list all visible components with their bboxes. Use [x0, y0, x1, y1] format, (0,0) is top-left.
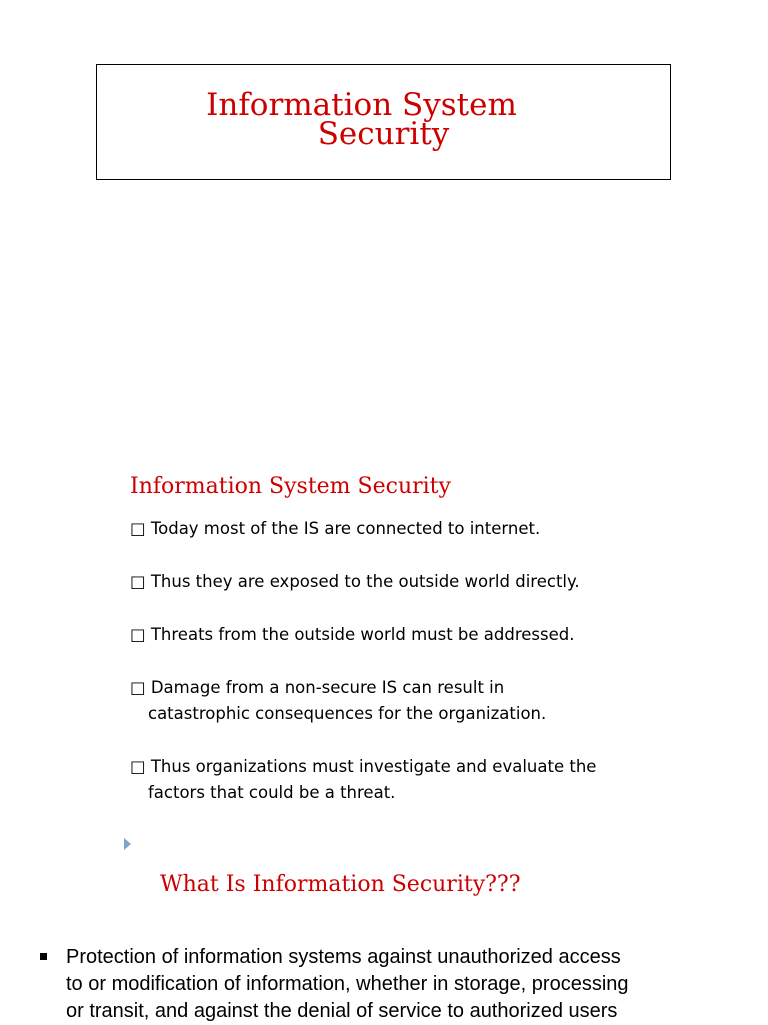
checkbox-bullet-icon: □	[130, 678, 146, 697]
checkbox-bullet-icon: □	[130, 519, 146, 538]
title-box	[96, 64, 671, 180]
bullet-text-4b: catastrophic consequences for the organization.	[148, 704, 547, 723]
bullet-text-5b: factors that could be a threat.	[148, 783, 396, 802]
slide-title-line1: Information System	[206, 87, 517, 123]
triangle-arrow-icon	[124, 838, 131, 850]
bullet-item-2	[130, 569, 580, 595]
bullet-item-5	[130, 754, 596, 806]
checkbox-bullet-icon: □	[130, 572, 146, 591]
section-heading-is-security: Information System Security	[130, 474, 451, 499]
bullet-item-1	[130, 516, 540, 542]
definition-paragraph	[38, 944, 758, 1025]
slide-title-line2: Security	[317, 116, 450, 152]
bullet-item-3	[130, 622, 575, 648]
checkbox-bullet-icon: □	[130, 757, 146, 776]
bullet-text-5a: Thus organizations must investigate and evaluate the	[150, 757, 597, 776]
definition-text: Protection of information systems against unauthorized access to or modification of information, whether in storage, processing or transit, and against the denial of service to authorized users	[66, 946, 629, 1022]
section-heading-what-is: What Is Information Security???	[160, 872, 521, 897]
bullet-item-4	[130, 675, 546, 727]
bullet-text-2: Thus they are exposed to the outside world directly.	[150, 572, 580, 591]
bullet-text-3: Threats from the outside world must be addressed.	[150, 625, 575, 644]
square-bullet-icon	[40, 953, 47, 960]
bullet-text-4a: Damage from a non-secure IS can result in	[150, 678, 505, 697]
checkbox-bullet-icon: □	[130, 625, 146, 644]
bullet-text-1: Today most of the IS are connected to internet.	[150, 519, 541, 538]
